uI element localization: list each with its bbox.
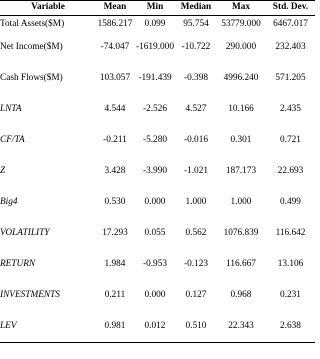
cell-variable: Z bbox=[0, 166, 6, 177]
cell-variable: Cash Flows($M) bbox=[0, 73, 63, 84]
table-header bbox=[0, 1, 315, 16]
cell-median: -0.016 bbox=[183, 135, 208, 146]
table-row bbox=[0, 219, 315, 250]
cell-max: 0.301 bbox=[230, 135, 252, 146]
cell-variable: Net Income($M) bbox=[0, 42, 63, 53]
cell-std-dev: 2.638 bbox=[266, 312, 315, 343]
cell-mean: 1586.217 bbox=[97, 18, 133, 29]
cell-mean: 0.530 bbox=[104, 197, 126, 208]
cell-max: 0.968 bbox=[230, 290, 252, 301]
table-row bbox=[0, 157, 315, 188]
cell-median: 0.127 bbox=[185, 290, 207, 301]
table-row bbox=[0, 16, 315, 33]
cell-std-dev: 6467.017 bbox=[273, 18, 308, 29]
cell-mean: 0.981 bbox=[96, 312, 134, 343]
cell-min: -2.526 bbox=[142, 104, 167, 115]
cell-min: -191.439 bbox=[138, 73, 172, 84]
table-row bbox=[0, 312, 315, 343]
header-median: Median bbox=[176, 1, 216, 16]
header-row bbox=[0, 1, 315, 16]
cell-std-dev: 571.205 bbox=[275, 73, 306, 84]
cell-min: 0.012 bbox=[134, 312, 176, 343]
table-row bbox=[0, 33, 315, 64]
cell-mean: 4.544 bbox=[104, 104, 126, 115]
header-variable: Variable bbox=[0, 1, 96, 16]
cell-std-dev: 0.231 bbox=[280, 290, 301, 301]
cell-variable: VOLATILITY bbox=[0, 228, 50, 239]
table-row bbox=[0, 95, 315, 126]
table-row bbox=[0, 250, 315, 281]
cell-max: 187.173 bbox=[225, 166, 257, 177]
cell-max: 1.000 bbox=[230, 197, 252, 208]
cell-min: 0.000 bbox=[144, 290, 166, 301]
cell-variable: Total Assets($M) bbox=[0, 18, 65, 29]
cell-variable: LNTA bbox=[0, 104, 22, 115]
table-row bbox=[0, 281, 315, 312]
cell-std-dev: 22.693 bbox=[277, 166, 304, 177]
cell-std-dev: 232.403 bbox=[275, 42, 306, 53]
cell-mean: 3.428 bbox=[104, 166, 126, 177]
header-std-dev: Std. Dev. bbox=[266, 1, 315, 16]
cell-variable: INVESTMENTS bbox=[0, 290, 60, 301]
cell-max: 1076.839 bbox=[223, 228, 259, 239]
cell-min: 0.099 bbox=[144, 18, 166, 29]
cell-mean: 1.984 bbox=[104, 259, 126, 270]
cell-mean: 17.293 bbox=[102, 228, 128, 239]
cell-variable: CF/TA bbox=[0, 135, 25, 146]
cell-variable: Big4 bbox=[0, 197, 18, 208]
cell-min: 0.055 bbox=[144, 228, 166, 239]
cell-min: -3.990 bbox=[142, 166, 167, 177]
header-min: Min bbox=[134, 1, 176, 16]
cell-median: -0.123 bbox=[183, 259, 208, 270]
cell-mean: 0.211 bbox=[104, 290, 126, 301]
cell-mean: -0.211 bbox=[103, 135, 127, 146]
cell-median: -1.021 bbox=[183, 166, 208, 177]
cell-median: 95.754 bbox=[183, 18, 209, 29]
cell-min: 0.000 bbox=[144, 197, 166, 208]
cell-median: -0.398 bbox=[183, 73, 208, 84]
cell-std-dev: 13.106 bbox=[277, 259, 304, 270]
cell-median: 4.527 bbox=[185, 104, 207, 115]
cell-variable: LEV bbox=[0, 312, 96, 343]
cell-max: 290.000 bbox=[225, 42, 257, 53]
cell-max: 10.166 bbox=[228, 104, 254, 115]
cell-max: 116.667 bbox=[226, 259, 256, 270]
header-max: Max bbox=[216, 1, 266, 16]
cell-mean: 103.057 bbox=[99, 73, 131, 84]
table-row bbox=[0, 188, 315, 219]
cell-median: 0.562 bbox=[185, 228, 207, 239]
cell-median: -10.722 bbox=[181, 42, 211, 53]
cell-min: -0.953 bbox=[142, 259, 167, 270]
cell-mean: -74.047 bbox=[100, 42, 130, 53]
table-row bbox=[0, 126, 315, 157]
cell-max: 4996.240 bbox=[223, 73, 259, 84]
cell-median: 1.000 bbox=[185, 197, 207, 208]
cell-median: 0.510 bbox=[176, 312, 216, 343]
cell-std-dev: 0.721 bbox=[280, 135, 301, 146]
cell-max: 53779.000 bbox=[221, 18, 261, 29]
cell-variable: RETURN bbox=[0, 259, 36, 270]
cell-min: -1619.000 bbox=[136, 42, 174, 53]
table-row bbox=[0, 64, 315, 95]
header-mean: Mean bbox=[96, 1, 134, 16]
table-body bbox=[0, 16, 315, 343]
cell-std-dev: 116.642 bbox=[275, 228, 306, 239]
cell-max: 22.343 bbox=[216, 312, 266, 343]
cell-std-dev: 2.435 bbox=[280, 104, 301, 115]
cell-std-dev: 0.499 bbox=[280, 197, 301, 208]
cell-min: -5.280 bbox=[142, 135, 167, 146]
